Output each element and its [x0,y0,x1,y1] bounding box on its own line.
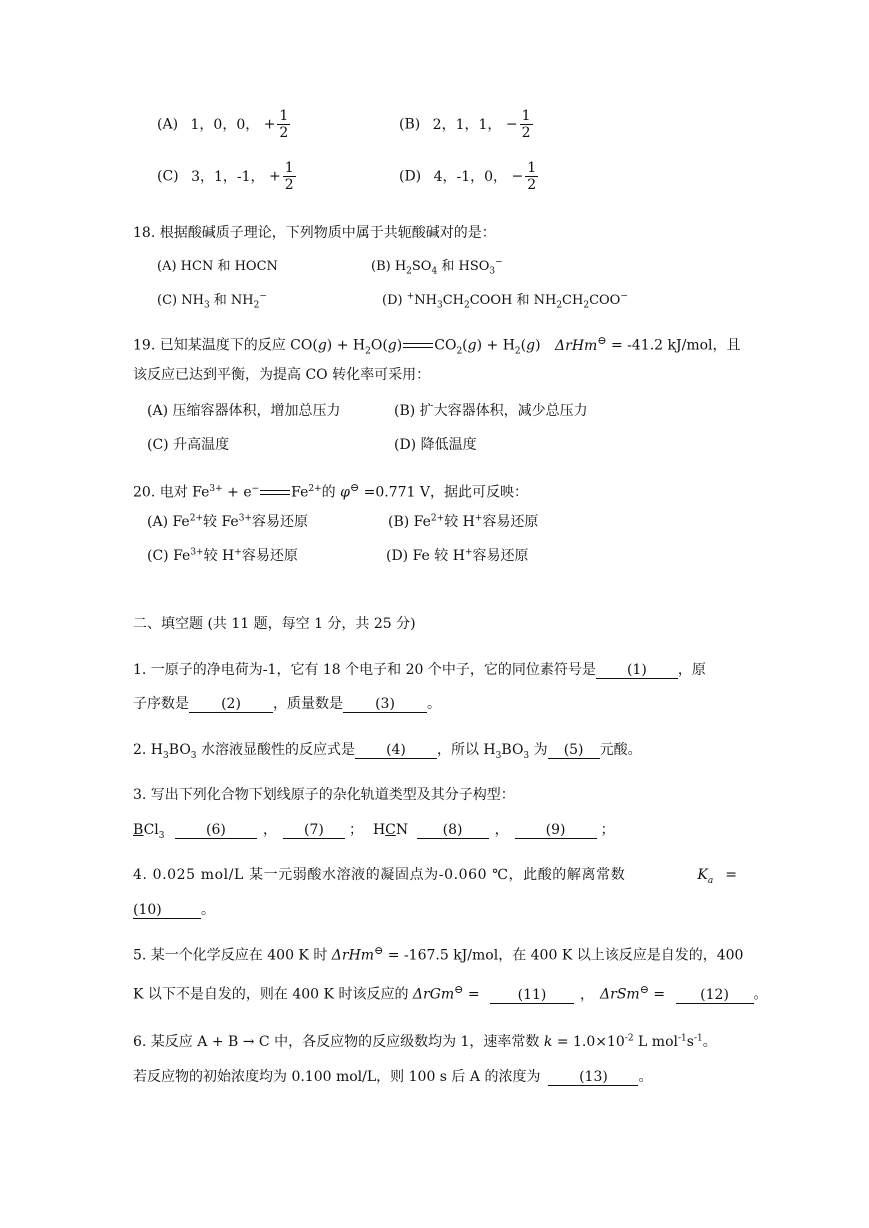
fraction: $\frac{1}{2}$ [521,108,531,141]
blank-8[interactable]: (8) [417,822,489,839]
standard-state-icon: ⊖ [374,944,384,957]
q20-option-b: (B) $Fe^{2+}$较 H+容易还原 [388,513,539,530]
equilibrium-arrow-icon [260,488,290,498]
fraction: $\frac{1}{2}$ [284,160,294,193]
enthalpy-symbol: ΔrHm [331,947,375,964]
blank-1[interactable]: (1) [596,662,678,679]
standard-state-icon: ⊖ [639,983,649,996]
q18-stem: 18. 根据酸碱质子理论，下列物质中属于共轭酸碱对的是： [133,225,496,241]
q19-option-a: (A) 压缩容器体积，增加总压力 [147,403,341,419]
potential-symbol: φ [340,484,350,501]
fill-q6-line1: 6. 某反应 A + B → C 中，各反应物的反应级数均为 1，速率常数 $k = 1.0\times 10^{-2}$ L $mol^{-1}s^{-1}$。 [133,1033,717,1050]
blank-3[interactable]: (3) [343,696,427,713]
standard-state-icon: ⊖ [597,334,607,347]
q18-option-a: (A) HCN 和 HOCN [157,259,278,274]
fill-q5-line2: K 以下不是自发的，则在 400 K 时该反应的 ΔrGm⊖ = (11) ， ΔrSm⊖ = (12) 。 [133,983,768,1003]
fraction: $\frac{1}{2}$ [279,108,289,141]
fill-q3-answers: BCl$_3$ (6) ， (7) ； HCN (8) ， (9) ； [133,822,615,841]
q17-option-b [399,108,535,141]
blank-6[interactable]: (6) [175,822,257,839]
q20-stem: 20. 电对 $Fe^{3+} + e^-$ $Fe^{2+}$的 φ⊖ =0.771 V，据此可反映： [133,481,528,501]
entropy-symbol: ΔrSm [600,986,640,1003]
q19-option-b: (B) 扩大容器体积，减少总压力 [394,403,588,419]
q20-option-d: (D) Fe 较 H+容易还原 [386,547,529,564]
option-values: 3，1，-1， [191,168,265,185]
option-label: (C) [157,168,179,185]
q18-option-c: (C) $NH_3$ 和 $NH_2^-$ [157,291,267,311]
fill-q5-line1: 5. 某一个化学反应在 400 K 时 ΔrHm⊖ = -167.5 kJ/mol，在 400 K 以上该反应是自发的，400 [133,944,744,964]
blank-10[interactable]: (10) [133,902,201,919]
blank-9[interactable]: (9) [515,822,597,839]
blank-12[interactable]: (12) [676,987,754,1004]
q18-option-d: (D) $^+NH_3CH_2COOH$ 和 $NH_2CH_2COO^-$ [382,291,628,311]
option-label: (A) [157,116,179,133]
gibbs-symbol: ΔrGm [412,986,455,1003]
enthalpy-symbol: ΔrHm [555,337,598,354]
standard-state-icon: ⊖ [454,983,464,996]
equilibrium-arrow-icon [403,341,433,351]
blank-7[interactable]: (7) [283,822,345,839]
fill-q3-stem: 3. 写出下列化合物下划线原子的杂化轨道类型及其分子构型： [133,787,515,803]
blank-13[interactable]: (13) [548,1069,638,1086]
underlined-atom: B [133,822,144,838]
fill-q6-line2: 若反应物的初始浓度均为 0.100 mol/L，则 100 s 后 A 的浓度为 (13) 。 [133,1069,653,1085]
q17-option-d [399,160,540,193]
standard-state-icon: ⊖ [349,481,360,494]
fill-q4-line1: 4. 0.025 mol/L 某一元弱酸水溶液的凝固点为-0.060 ℃，此酸的解离常数 $K_a$ = [133,867,737,886]
fill-q2: 2. $H_3BO_3$ 水溶液显酸性的反应式是 (4) ，所以 $H_3BO_3$ 为 (5) 元酸。 [133,742,642,761]
q20-option-c: (C) $Fe^{3+}$较 H+容易还原 [147,547,298,564]
fill-q1-line2: 子序数是 (2) ，质量数是 (3) 。 [133,696,441,712]
fraction: $\frac{1}{2}$ [527,160,537,193]
fill-q1-line1: 1. 一原子的净电荷为-1，它有 18 个电子和 20 个中子，它的同位素符号是 (1) ，原 [133,662,706,678]
option-label: (B) [399,116,421,133]
blank-2[interactable]: (2) [189,696,273,713]
underlined-atom: C [385,822,396,838]
spin-sign: − [505,116,518,133]
option-label: (D) [399,168,422,185]
spin-sign: − [511,168,524,185]
spin-sign: + [263,116,276,133]
spin-sign: + [269,168,281,185]
blank-5[interactable]: (5) [548,742,600,759]
option-values: 1，0，0， [190,116,260,133]
q19-stem-line2: 该反应已达到平衡，为提高 CO 转化率可采用： [133,367,431,383]
fill-q4-line2: (10) 。 [133,902,215,918]
q18-option-b: (B) $H_2SO_4$ 和 $HSO_3^-$ [371,257,503,277]
q19-stem-line1: 19. 已知某温度下的反应 $CO(g) + H_2O(g) CO_2(g) + H_2(g) \Delta rHm^⊖ = -41.2$ kJ/mol，且 [133,334,741,357]
option-values: 2，1，1， [432,116,502,133]
q17-option-a [157,108,292,141]
section-title: 二、填空题 (共 11 题，每空 1 分，共 25 分) [133,616,416,632]
option-values: 4，-1，0， [433,168,508,185]
q17-option-c [157,160,298,193]
q19-option-d: (D) 降低温度 [394,437,477,453]
q19-option-c: (C) 升高温度 [147,437,230,453]
blank-11[interactable]: (11) [490,987,574,1004]
q20-option-a: (A) $Fe^{2+}$较 $Fe^{3+}$容易还原 [147,513,308,530]
blank-4[interactable]: (4) [355,742,437,759]
